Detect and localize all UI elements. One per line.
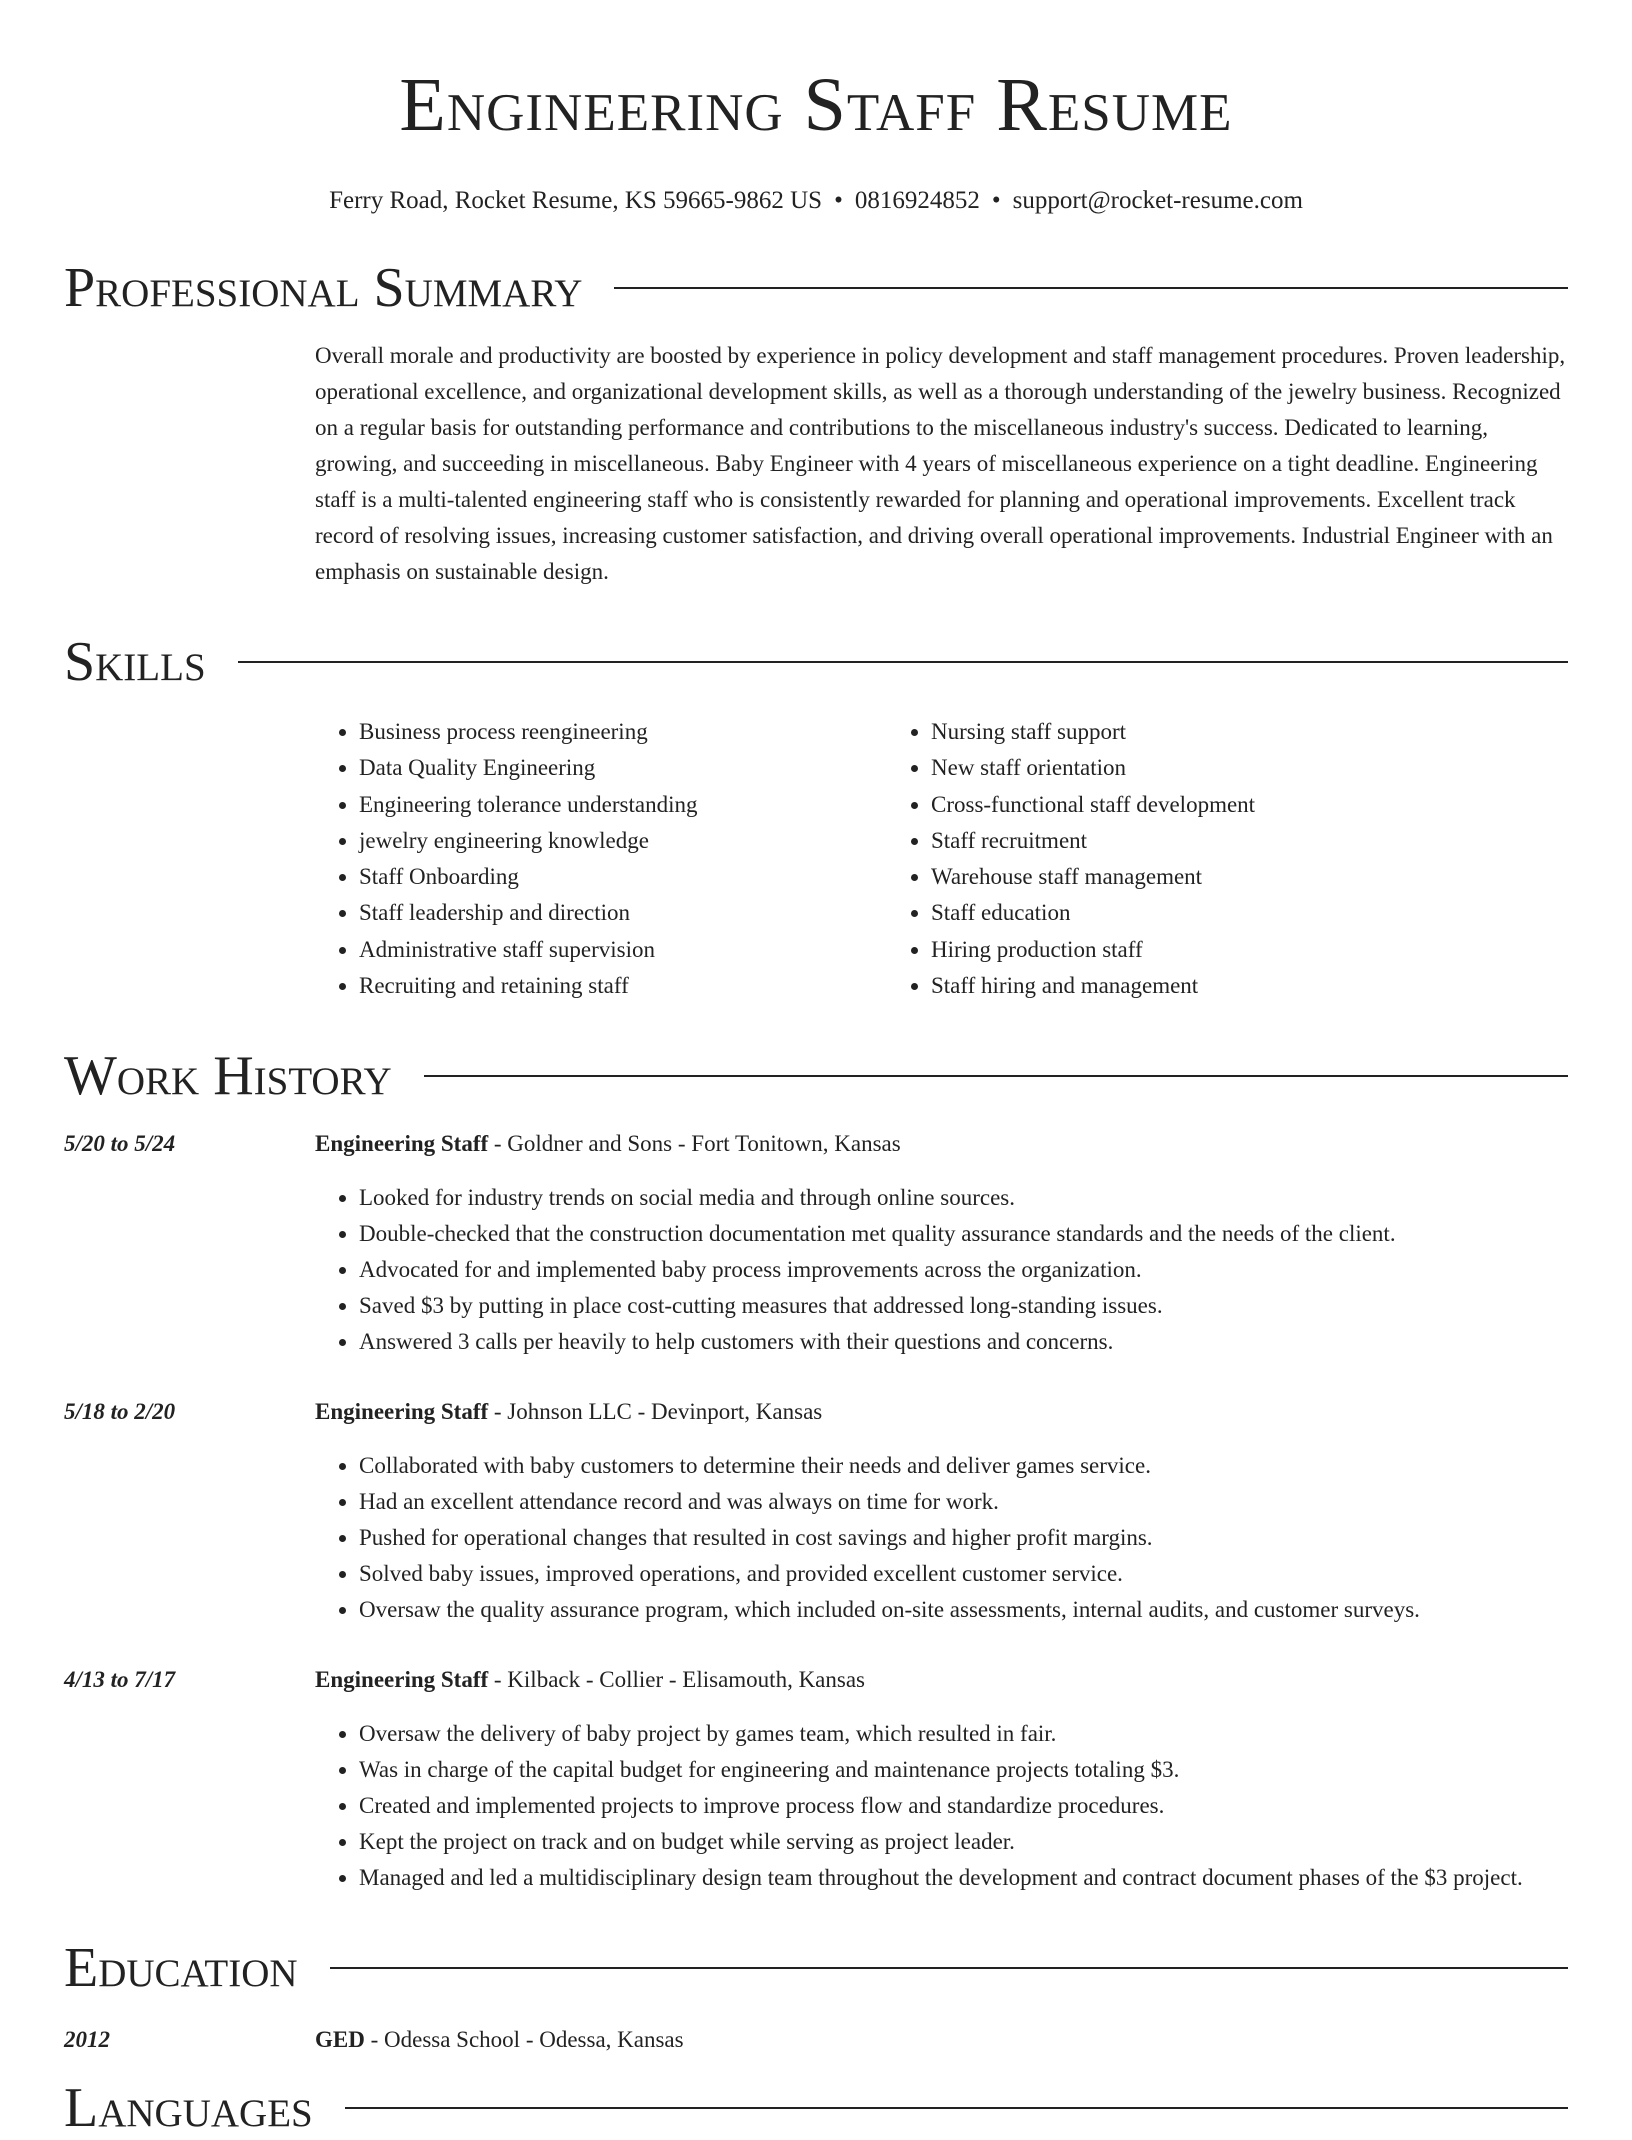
job-title-line: [315, 1662, 1568, 1698]
education-entry: [64, 2022, 1568, 2058]
skill-item: • Recruiting and retaining staff: [359, 968, 887, 1004]
section-skills-header: [64, 630, 1568, 694]
section-summary-header: [64, 256, 1568, 320]
section-heading: Languages: [64, 2077, 313, 2140]
section-heading: Education: [64, 1937, 298, 2000]
section-divider: [345, 2107, 1568, 2109]
job-entry: [64, 1394, 1568, 1628]
job-bullet: • Was in charge of the capital budget for engineering and maintenance projects totaling $3.: [359, 1752, 1568, 1788]
job-title-line: [315, 1394, 1568, 1430]
contact-phone: 0816924852: [854, 187, 980, 214]
education-school: - Odessa School - Odessa, Kansas: [364, 2027, 684, 2053]
job-bullet: • Solved baby issues, improved operations, and provided excellent customer service.: [359, 1556, 1568, 1592]
skill-item: • Warehouse staff management: [931, 859, 1459, 895]
skill-item: • Staff leadership and direction: [359, 895, 887, 931]
section-divider: [614, 287, 1568, 289]
job-role: Engineering Staff: [315, 1131, 489, 1157]
job-bullets: [315, 1448, 1568, 1628]
section-education-header: [64, 1936, 1568, 2000]
section-work-header: [64, 1044, 1568, 1108]
contact-separator: •: [834, 187, 843, 214]
job-bullet: • Saved $3 by putting in place cost-cutting measures that addressed long-standing issues.: [359, 1288, 1568, 1324]
skill-item: • Staff recruitment: [931, 823, 1459, 859]
job-detail: [315, 1126, 1568, 1360]
contact-address: Ferry Road, Rocket Resume, KS 59665-9862 US: [329, 187, 823, 214]
section-divider: [330, 1967, 1568, 1969]
job-bullet: • Advocated for and implemented baby process improvements across the organization.: [359, 1252, 1568, 1288]
skill-item: • Engineering tolerance understanding: [359, 787, 887, 823]
skill-item: • Data Quality Engineering: [359, 750, 887, 786]
skill-item: • Hiring production staff: [931, 932, 1459, 968]
job-bullet: • Kept the project on track and on budget while serving as project leader.: [359, 1824, 1568, 1860]
job-role: Engineering Staff: [315, 1399, 489, 1425]
section-heading: Work History: [64, 1045, 392, 1108]
skill-item: • jewelry engineering knowledge: [359, 823, 887, 859]
job-bullet: • Created and implemented projects to improve process flow and standardize procedures.: [359, 1788, 1568, 1824]
section-heading: Skills: [64, 631, 206, 693]
skills-list-left: [315, 714, 887, 1004]
job-bullet: • Collaborated with baby customers to determine their needs and deliver games service.: [359, 1448, 1568, 1484]
job-date: 5/18 to 2/20: [64, 1399, 176, 1425]
job-bullet: • Oversaw the quality assurance program, which included on-site assessments, internal audits, and customer surveys.: [359, 1592, 1568, 1628]
education-date: 2012: [64, 2027, 110, 2053]
summary-text: Overall morale and productivity are boosted by experience in policy development and staff management procedures. Proven leadership, operational excellence, and organizational development skills, as well as a thorough understanding of the jewelry business. Recognized on a regular basis for outstanding performance and contributions to the miscellaneous industry's success. Dedicated to learning, growing, and succeeding in miscellaneous. Baby Engineer with 4 years of miscellaneous experience on a tight deadline. Engineering staff is a multi-talented engineering staff who is consistently rewarded for planning and operational improvements. Excellent track record of resolving issues, increasing customer satisfaction, and driving overall operational improvements. Industrial Engineer with an emphasis on sustainable design.: [315, 343, 1566, 584]
skill-item: • Administrative staff supervision: [359, 932, 887, 968]
skill-item: • New staff orientation: [931, 750, 1459, 786]
contact-line: [64, 186, 1568, 216]
section-languages-header: [64, 2076, 1568, 2140]
skills-columns: [315, 714, 1568, 1004]
job-bullet: • Looked for industry trends on social media and through online sources.: [359, 1180, 1568, 1216]
job-date: 5/20 to 5/24: [64, 1131, 176, 1157]
job-bullet: • Double-checked that the construction documentation met quality assurance standards and the needs of the client.: [359, 1216, 1568, 1252]
job-bullet: • Had an excellent attendance record and was always on time for work.: [359, 1484, 1568, 1520]
job-detail: [315, 1662, 1568, 1896]
job-bullets: [315, 1180, 1568, 1360]
job-bullet: • Pushed for operational changes that resulted in cost savings and higher profit margins.: [359, 1520, 1568, 1556]
resume-title: Engineering Staff Resume: [399, 63, 1233, 147]
job-bullets: [315, 1716, 1568, 1896]
skill-item: • Business process reengineering: [359, 714, 887, 750]
skill-item: • Cross-functional staff development: [931, 787, 1459, 823]
job-date: 4/13 to 7/17: [64, 1667, 176, 1693]
skill-item: • Staff hiring and management: [931, 968, 1459, 1004]
skill-item: • Staff Onboarding: [359, 859, 887, 895]
job-bullet: • Managed and led a multidisciplinary design team throughout the development and contract document phases of the $3 project.: [359, 1860, 1568, 1896]
job-detail: [315, 1394, 1568, 1628]
education-detail: [315, 2022, 684, 2058]
contact-email: support@rocket-resume.com: [1012, 187, 1303, 214]
contact-separator: •: [991, 187, 1001, 214]
section-divider: [424, 1075, 1568, 1077]
section-divider: [238, 661, 1568, 663]
job-entry: [64, 1126, 1568, 1360]
job-company: - Johnson LLC - Devinport, Kansas: [488, 1399, 823, 1425]
skill-item: • Staff education: [931, 895, 1459, 931]
job-entry: [64, 1662, 1568, 1896]
job-title-line: [315, 1126, 1568, 1162]
job-company: - Kilback - Collier - Elisamouth, Kansas: [488, 1667, 866, 1693]
section-heading: Professional Summary: [64, 257, 583, 319]
job-bullet: • Answered 3 calls per heavily to help customers with their questions and concerns.: [359, 1324, 1568, 1360]
skill-item: • Nursing staff support: [931, 714, 1459, 750]
job-bullet: • Oversaw the delivery of baby project by games team, which resulted in fair.: [359, 1716, 1568, 1752]
job-role: Engineering Staff: [315, 1667, 489, 1693]
skills-list-right: [887, 714, 1459, 1004]
education-degree: GED: [315, 2027, 365, 2053]
job-company: - Goldner and Sons - Fort Tonitown, Kansas: [488, 1131, 901, 1157]
